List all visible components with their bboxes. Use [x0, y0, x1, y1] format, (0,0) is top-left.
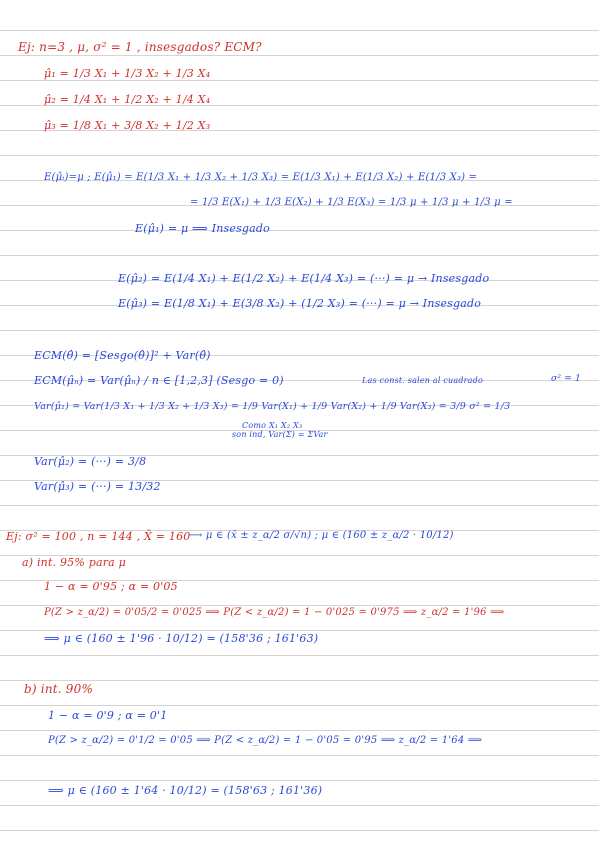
ecm-definition: ECM(θ̂) = [Sesgo(θ̂)]² + Var(θ̂) [34, 349, 211, 362]
part-a-line3: ⟹ μ ∈ (160 ± 1'96 · 10/12) = (158'36 ; 161'63) [44, 632, 319, 645]
estimator-2: μ̂₂ = 1/4 X₁ + 1/2 X₂ + 1/4 X₄ [44, 93, 211, 106]
expectation-2: E(μ̂₂) = E(1/4 X₁) + E(1/2 X₂) + E(1/4 X₃) = (···) = μ → Insesgado [118, 272, 490, 285]
variance-2: Var(μ̂₂) = (···) = 3/8 [34, 455, 147, 468]
exercise2-interval-formula: ⟶ μ ∈ (x̄ ± z_α/2 σ/√n) ; μ ∈ (160 ± z_α/2 · 10/12) [188, 530, 454, 541]
estimator-3: μ̂₃ = 1/8 X₁ + 3/8 X₂ + 1/2 X₃ [44, 119, 211, 132]
expectation-3: E(μ̂₃) = E(1/8 X₁) + E(3/8 X₂) + (1/2 X₃) = (···) = μ → Insesgado [118, 297, 482, 310]
variance-3: Var(μ̂₃) = (···) = 13/32 [34, 480, 161, 493]
part-b-line1: 1 − α = 0'9 ; α = 0'1 [48, 709, 168, 722]
expectation-1-line1: E(μ̂ᵢ)=μ ; E(μ̂₁) = E(1/3 X₁ + 1/3 X₂ + 1/3 X₃) = E(1/3 X₁) + E(1/3 X₂) + E(1/3 X₃) = [44, 172, 478, 183]
sigma-note: σ² = 1 [551, 374, 581, 384]
part-a-title: a) int. 95% para μ [22, 556, 126, 569]
constants-note: Las const. salen al cuadrado [362, 376, 483, 385]
ecm-n: ECM(μ̂ₙ) = Var(μ̂ₙ) / n ∈ [1,2,3] (Sesgo = 0) [34, 374, 284, 387]
part-b-line3: ⟹ μ ∈ (160 ± 1'64 · 10/12) = (158'63 ; 161'36) [48, 784, 323, 797]
estimator-1: μ̂₁ = 1/3 X₁ + 1/3 X₂ + 1/3 X₄ [44, 67, 211, 80]
expectation-1-line3: E(μ̂₁) = μ ⟹ Insesgado [135, 222, 270, 235]
exercise1-header: Ej: n=3 , μ, σ² = 1 , insesgados? ECM? [18, 40, 262, 54]
part-a-line1: 1 − α = 0'95 ; α = 0'05 [44, 580, 178, 593]
part-b-line2: P(Z > z_α/2) = 0'1/2 = 0'05 ⟹ P(Z < z_α/2) = 1 − 0'05 = 0'95 ⟹ z_α/2 = 1'64 ⟹ [48, 735, 483, 746]
exercise2-header: Ej: σ² = 100 , n = 144 , X̄ = 160 [6, 530, 191, 543]
part-a-line2: P(Z > z_α/2) = 0'05/2 = 0'025 ⟹ P(Z < z_α/2) = 1 − 0'025 = 0'975 ⟹ z_α/2 = 1'96 ⟹ [44, 607, 505, 618]
independence-note-1: Como X₁ X₂ X₃ [242, 421, 303, 430]
independence-note-2: son ind, Var(Σ) = ΣVar [232, 430, 328, 439]
part-b-title: b) int. 90% [24, 682, 94, 696]
variance-1: Var(μ̂₁) = Var(1/3 X₁ + 1/3 X₂ + 1/3 X₃) = 1/9 Var(X₁) + 1/9 Var(X₂) + 1/9 Var(X₃) = 3/9 σ² = 1/3 [34, 401, 511, 412]
expectation-1-line2: = 1/3 E(X₁) + 1/3 E(X₂) + 1/3 E(X₃) = 1/3 μ + 1/3 μ + 1/3 μ = [190, 197, 513, 208]
